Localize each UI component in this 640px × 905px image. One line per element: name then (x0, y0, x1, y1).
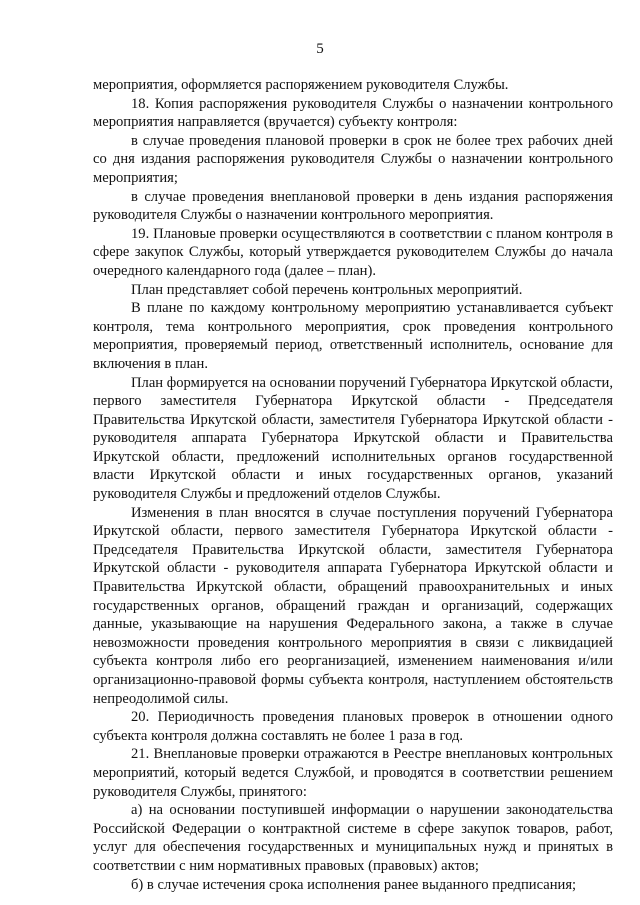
paragraph-20: 20. Периодичность проведения плановых проверок в отношении одного субъекта контроля должна составлять не более 1 раза в год. (93, 709, 613, 744)
paragraph-plan-contents: В плане по каждому контрольному мероприятию устанавливается субъект контроля, тема контрольного мероприятия, срок проведения контрольного мероприятия, проверяемый период, ответственный исполнитель, основание для включения в план. (93, 300, 613, 372)
document-body (93, 76, 613, 894)
page-number: 5 (316, 41, 324, 57)
paragraph-18: 18. Копия распоряжения руководителя Службы о назначении контрольного мероприятия направляется (вручается) субъекту контроля: (93, 95, 613, 131)
paragraph-18-unplanned: в случае проведения внеплановой проверки в день издания распоряжения руководителя Службы о назначении контрольного мероприятия. (93, 188, 613, 224)
paragraph-plan-definition: План представляет собой перечень контрольных мероприятий. (131, 281, 523, 298)
paragraph-plan-formation: План формируется на основании поручений Губернатора Иркутской области, первого заместителя Губернатора Иркутской области - Председателя Правительства Иркутской области, заместителя Губернатора Иркутской области - руководителя аппарата Губернатора Иркутской области и Правительства Иркутской области, предложений исполнительных органов государственной власти Иркутской области и иных государственных органов, указаний руководителя Службы и предложений отделов Службы. (93, 374, 613, 503)
paragraph-continuation: мероприятия, оформляется распоряжением руководителя Службы. (93, 77, 509, 93)
paragraph-21-b: б) в случае истечения срока исполнения ранее выданного предписания; (131, 876, 577, 893)
paragraph-21: 21. Внеплановые проверки отражаются в Реестре внеплановых контрольных мероприятий, который ведется Службой, и проводятся в соответствии решением руководителя Службы, принятого: (93, 746, 613, 800)
paragraph-plan-changes: Изменения в план вносятся в случае поступления поручений Губернатора Иркутской области, первого заместителя Губернатора Иркутской области - Председателя Правительства Иркутской области, заместителя Губернатора Иркутской области - руководителя аппарата Губернатора Иркутской области и Правительства Иркутской области, обращений правоохранительных и иных государственных органов, обращений граждан и организаций, содержащих данные, указывающие на нарушения Федерального закона, а также в случае невозможности проведения контрольного мероприятия в связи с ликвидацией субъекта контроля либо его реорганизацией, изменением наименования и/или организационно-правовой формы субъекта контроля, наступлением обстоятельств непреодолимой силы. (93, 504, 613, 707)
paragraph-18-planned: в случае проведения плановой проверки в срок не более трех рабочих дней со дня издания распоряжения руководителя Службы о назначении контрольного мероприятия; (93, 132, 613, 186)
paragraph-21-a: а) на основании поступившей информации о нарушении законодательства Российской Федерации о контрактной системе в сфере закупок товаров, работ, услуг для обеспечения государственных и муниципальных нужд и принятых в соответствии с ним нормативных правовых (правовых) актов; (93, 802, 613, 874)
paragraph-19: 19. Плановые проверки осуществляются в соответствии с планом контроля в сфере закупок Службы, который утверждается руководителем Службы до начала очередного календарного года (далее – план). (93, 225, 613, 279)
